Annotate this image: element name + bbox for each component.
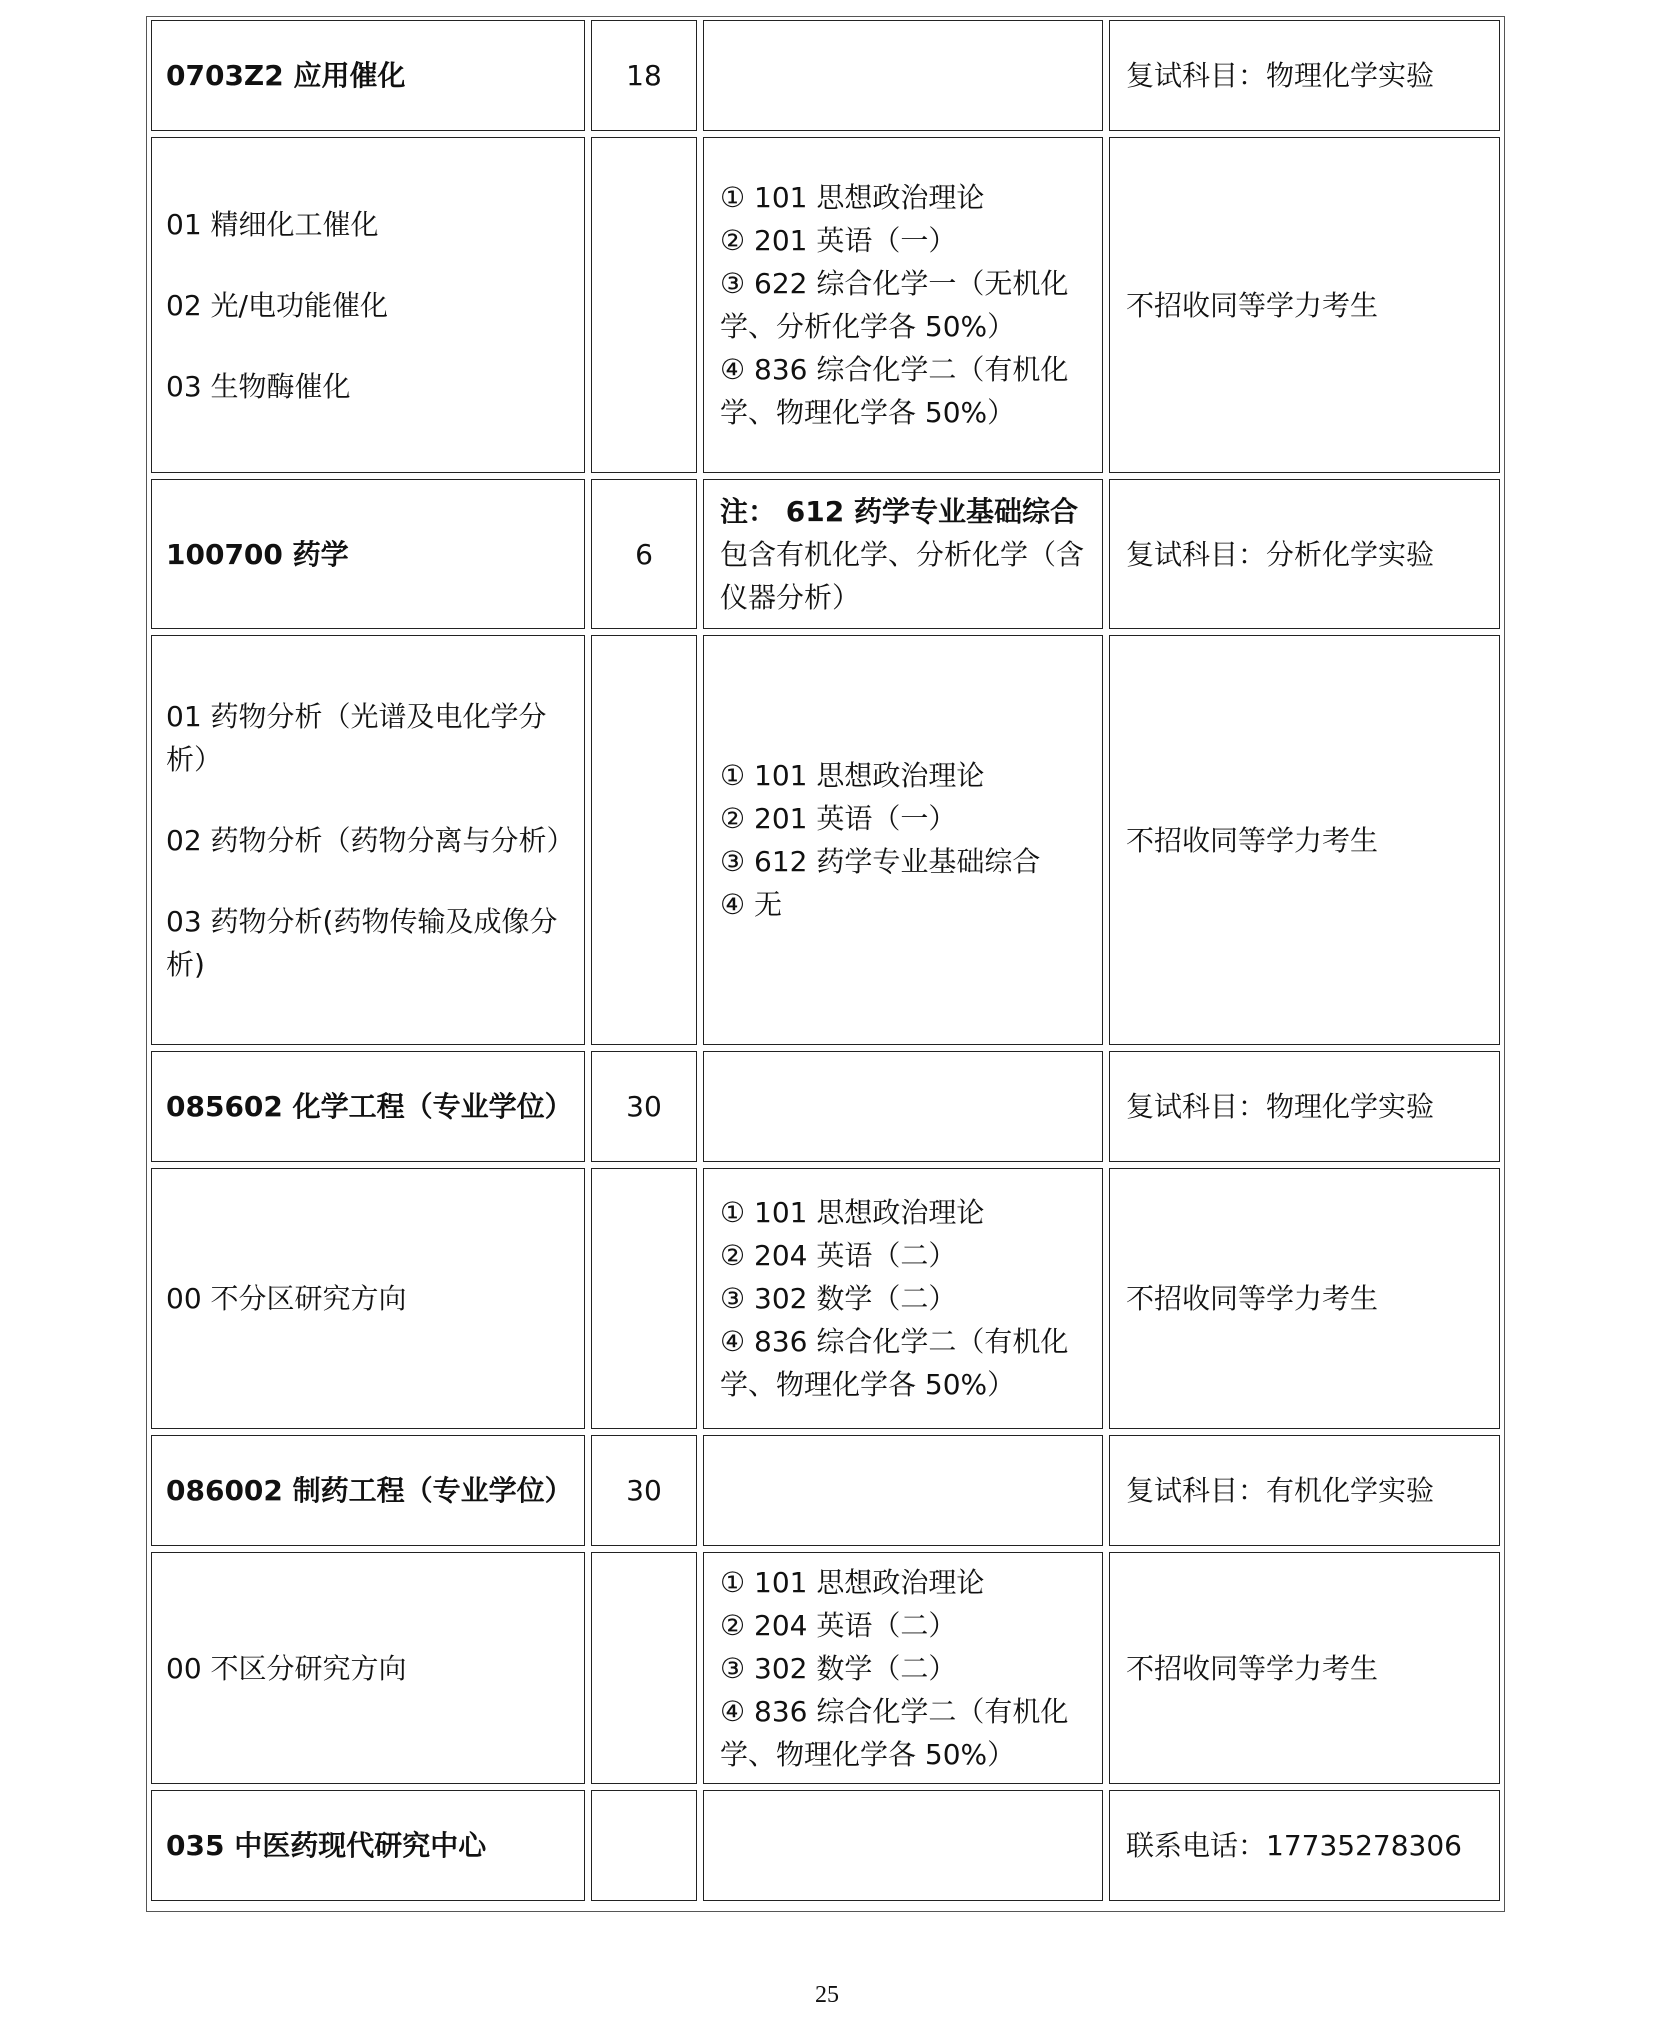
exam-subject: ③ 302 数学（二） — [720, 1282, 957, 1315]
direction-item: 00 不分区研究方向 — [166, 1282, 407, 1315]
table-row — [151, 1168, 1500, 1429]
remark: 不招收同等学力考生 — [1126, 823, 1379, 857]
direction-item: 00 不区分研究方向 — [166, 1651, 407, 1685]
exam-subject: ② 204 英语（二） — [720, 1239, 957, 1272]
exam-subject: ② 204 英语（二） — [720, 1608, 957, 1642]
exam-subject: ③ 302 数学（二） — [720, 1651, 957, 1685]
quota: 30 — [626, 1474, 662, 1507]
table-row — [151, 137, 1500, 473]
remark: 不招收同等学力考生 — [1126, 288, 1379, 322]
direction-item: 01 精细化工催化 — [166, 207, 379, 241]
direction-item: 02 药物分析（药物分离与分析） — [166, 823, 575, 857]
quota: 6 — [635, 537, 653, 571]
direction-item: 01 药物分析（光谱及电化学分析） — [166, 699, 547, 776]
table-row — [151, 635, 1500, 1045]
table-row — [151, 20, 1500, 131]
page-number: 25 — [815, 1982, 839, 2008]
exam-subject: ③ 622 综合化学一（无机化学、分析化学各 50%） — [720, 267, 1069, 343]
exam-subject: ④ 836 综合化学二（有机化学、物理化学各 50%） — [720, 353, 1069, 429]
table-row — [151, 1790, 1500, 1901]
remark: 联系电话：17735278306 — [1126, 1829, 1462, 1862]
quota: 18 — [626, 59, 662, 92]
exam-note-body: 包含有机化学、分析化学（含仪器分析） — [720, 537, 1085, 614]
remark: 复试科目：物理化学实验 — [1126, 1090, 1435, 1123]
exam-subject: ④ 836 综合化学二（有机化学、物理化学各 50%） — [720, 1325, 1069, 1401]
program-name: 086002 制药工程（专业学位） — [166, 1474, 573, 1507]
program-name: 0703Z2 应用催化 — [166, 59, 406, 92]
direction-item: 02 光/电功能催化 — [166, 288, 388, 322]
quota: 30 — [626, 1090, 662, 1123]
exam-subject: ① 101 思想政治理论 — [720, 759, 985, 792]
remark: 不招收同等学力考生 — [1126, 1651, 1379, 1685]
remark: 复试科目：有机化学实验 — [1126, 1474, 1435, 1507]
remark: 复试科目：物理化学实验 — [1126, 59, 1435, 92]
exam-note-title: 注： 612 药学专业基础综合 — [720, 494, 1078, 528]
remark: 复试科目：分析化学实验 — [1126, 537, 1435, 571]
exam-subject: ④ 836 综合化学二（有机化学、物理化学各 50%） — [720, 1694, 1069, 1771]
exam-subject: ① 101 思想政治理论 — [720, 1565, 985, 1599]
table-row — [151, 479, 1500, 629]
exam-subject: ③ 612 药学专业基础综合 — [720, 845, 1041, 878]
program-name: 100700 药学 — [166, 537, 349, 571]
exam-subject: ④ 无 — [720, 888, 783, 921]
program-name: 085602 化学工程（专业学位） — [166, 1090, 573, 1123]
exam-subject: ② 201 英语（一） — [720, 224, 957, 257]
table-row — [151, 1435, 1500, 1546]
exam-subject: ① 101 思想政治理论 — [720, 181, 985, 214]
remark: 不招收同等学力考生 — [1126, 1282, 1379, 1315]
direction-item: 03 生物酶催化 — [166, 369, 351, 403]
direction-item: 03 药物分析(药物传输及成像分析) — [166, 904, 558, 981]
exam-subject: ② 201 英语（一） — [720, 802, 957, 835]
table-row — [151, 1051, 1500, 1162]
table-row — [151, 1552, 1500, 1784]
exam-subject: ① 101 思想政治理论 — [720, 1196, 985, 1229]
program-name: 035 中医药现代研究中心 — [166, 1829, 487, 1862]
